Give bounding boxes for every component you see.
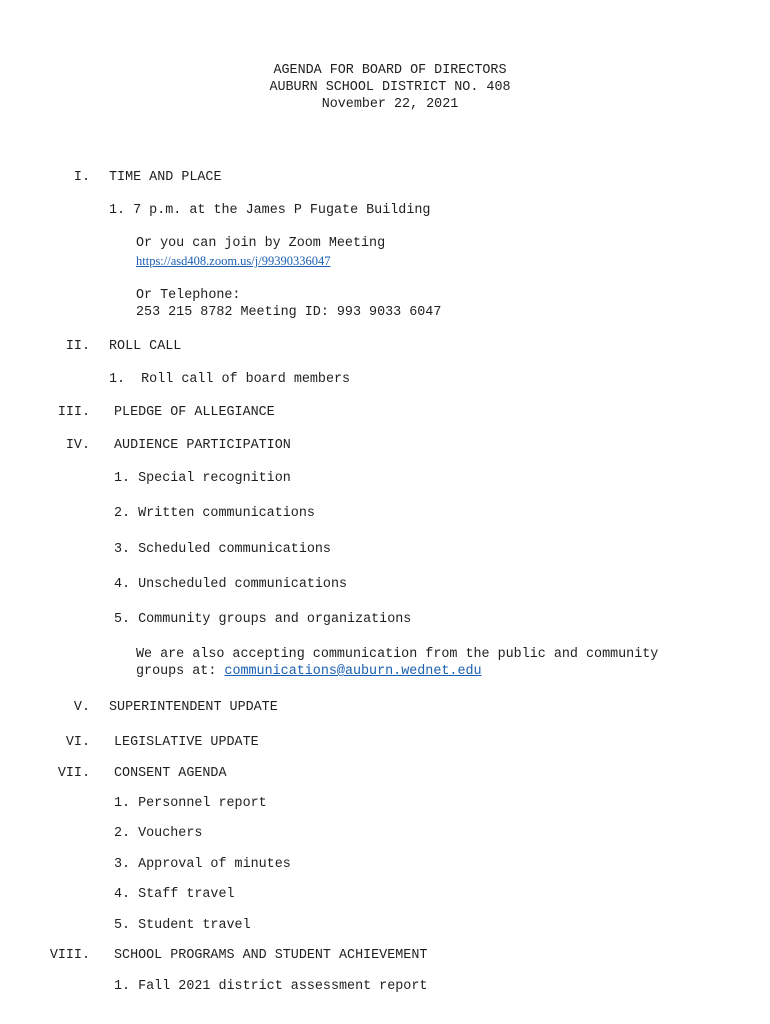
section-title: TIME AND PLACE [109, 170, 222, 185]
agenda-item: 4. Unscheduled communications [114, 577, 348, 592]
email-link[interactable]: communications@auburn.wednet.edu [224, 664, 482, 679]
agenda-item: 1. Fall 2021 district assessment report [114, 979, 428, 994]
agenda-item: 5. Community groups and organizations [114, 612, 412, 627]
section-numeral: I. [73, 170, 90, 185]
zoom-text: Or you can join by Zoom Meeting [136, 236, 386, 251]
section-numeral: V. [73, 700, 90, 715]
section-numeral: III. [57, 405, 90, 420]
district-name: AUBURN SCHOOL DISTRICT NO. 408 [269, 80, 511, 95]
agenda-item: 1. Personnel report [114, 796, 267, 811]
section-numeral: VI. [65, 735, 90, 750]
section-title: CONSENT AGENDA [114, 766, 227, 781]
zoom-link[interactable]: https://asd408.zoom.us/j/99390336047 [136, 254, 331, 268]
agenda-title: AGENDA FOR BOARD OF DIRECTORS [273, 63, 507, 78]
agenda-item: 1. Roll call of board members [109, 372, 351, 387]
agenda-item: 1. Special recognition [114, 471, 291, 486]
meeting-date: November 22, 2021 [321, 97, 459, 112]
agenda-item: 5. Student travel [114, 918, 251, 933]
section-title: ROLL CALL [109, 339, 182, 354]
section-title: SUPERINTENDENT UPDATE [109, 700, 278, 715]
section-numeral: VII. [57, 766, 90, 781]
phone-line: 253 215 8782 Meeting ID: 993 9033 6047 [136, 305, 442, 320]
agenda-item: 3. Approval of minutes [114, 857, 291, 872]
section-title: PLEDGE OF ALLEGIANCE [114, 405, 275, 420]
section-title: SCHOOL PROGRAMS AND STUDENT ACHIEVEMENT [114, 948, 428, 963]
agenda-item: 4. Staff travel [114, 887, 235, 902]
section-numeral: VIII. [49, 948, 90, 963]
section-title: AUDIENCE PARTICIPATION [114, 438, 291, 453]
section-numeral: IV. [65, 438, 90, 453]
phone-label: Or Telephone: [136, 288, 241, 303]
agenda-item: 2. Written communications [114, 506, 315, 521]
agenda-item: 2. Vouchers [114, 826, 203, 841]
agenda-item: 1. 7 p.m. at the James P Fugate Building [109, 203, 431, 218]
section-title: LEGISLATIVE UPDATE [114, 735, 259, 750]
note-prefix: groups at: [136, 664, 225, 679]
communication-note: We are also accepting communication from the public and community [136, 647, 659, 662]
agenda-item: 3. Scheduled communications [114, 542, 331, 557]
section-numeral: II. [65, 339, 90, 354]
communication-note-line2 [136, 663, 482, 680]
